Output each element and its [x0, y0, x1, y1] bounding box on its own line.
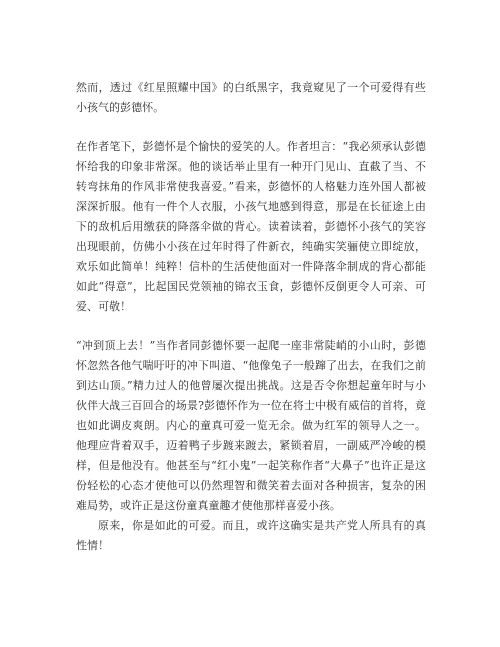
paragraph-cheerful: 在作者笔下，彭德怀是个愉快的爱笑的人。作者坦言：“我必须承认彭德怀给我的印象非常深。他的谈话举止里有一种开门见山、直截了当、不转弯抹角的作风非常使我喜爱。”看来，彭德怀的人格魅力连外国人都被深深折服。他有一件个人衣服，小孩气地感到得意，那是在长征途上由下的敌机后用缴获的降落伞做的背心。读着读着，彭德怀小孩气的笑容出现眼前，仿佛小小孩在过年时得了件新衣，纯确实笑骊使立即绽放，欢乐如此简单！纯粹！信朴的生活使他面对一件降落伞制成的背心都能如此“得意”，比起国民党领袖的锦衣玉食，彭德怀反倒更令人可亲、可爱、可敬！	[76, 140, 426, 313]
paragraph-conclusion: 原来，你是如此的可爱。而且，或许这确实是共产党人所具有的真性情！	[76, 519, 426, 552]
paragraph-climb: “冲到顶上去！”当作者同彭德怀要一起爬一座非常陡峭的小山时，彭德怀忽然各他气喘吁吁的冲下叫道、“他像兔子一般蹿了出去，在我们之前到达山顶。”精力过人的他曾屡次提出挑战。这是否令你想起童年时与小伙伴大战三百回合的场景?彭德怀作为一位在将士中极有威信的首将，竟也如此调皮爽朗。内心的童真可爱一览无余。做为红军的领导人之一。他理应背着双手，迈着鸭子步踱来踱去，紧锁着眉，一副威严冷峻的模样，但是他没有。他甚至与“红小鬼”一起笑称作者“大鼻子”也许正是这份轻松的心态才使他可以仍然理智和微笑着去面对各种损害，复杂的困难局势，或许正是这份童真童趣才使他那样喜爱小孩。	[76, 339, 426, 512]
paragraph-intro: 然而，透过《红星照耀中国》的白纸黑字，我竟窥见了一个可爱得有些小孩气的彭德怀。	[76, 81, 426, 114]
